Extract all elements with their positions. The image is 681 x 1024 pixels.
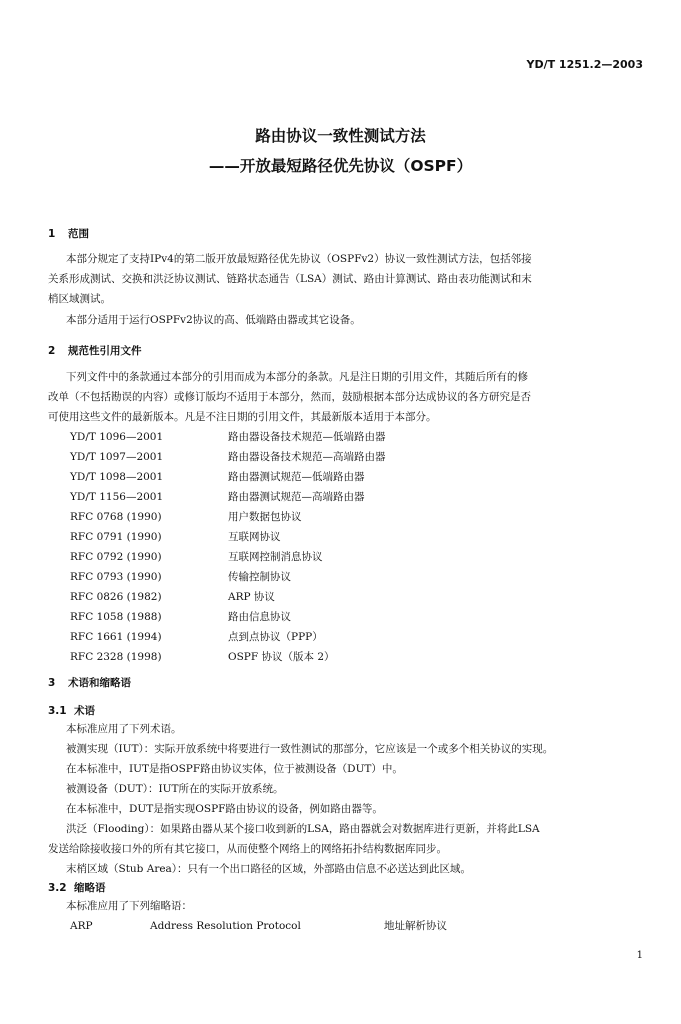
reference-name: 传输控制协议 [228, 571, 291, 583]
reference-name: 路由器设备技术规范—高端路由器 [228, 451, 386, 463]
paragraph: 梢区域测试。 [48, 293, 111, 305]
reference-code: RFC 0792 (1990) [70, 551, 162, 563]
paragraph: 本标准应用了下列缩略语： [66, 900, 192, 912]
paragraph: 本部分规定了支持IPv4的第二版开放最短路径优先协议（OSPFv2）协议一致性测试方法，包括邻接 [66, 253, 532, 265]
abbreviation-full: Address Resolution Protocol [150, 920, 301, 932]
paragraph: 改单（不包括勘误的内容）或修订版均不适用于本部分，然而，鼓励根据本部分达成协议的各方研究是否 [48, 391, 531, 403]
paragraph: 本部分适用于运行OSPFv2协议的高、低端路由器或其它设备。 [66, 314, 361, 326]
section-number: 3.1 [48, 705, 67, 717]
reference-name: 点到点协议（PPP） [228, 631, 323, 643]
reference-code: RFC 0793 (1990) [70, 571, 162, 583]
section-3-heading [48, 675, 131, 690]
section-title: 范围 [68, 228, 89, 240]
paragraph: 关系形成测试、交换和洪泛协议测试、链路状态通告（LSA）测试、路由计算测试、路由表功能测试和末 [48, 273, 532, 285]
reference-name: 用户数据包协议 [228, 511, 302, 523]
paragraph: 在本标准中，DUT是指实现OSPF路由协议的设备，例如路由器等。 [66, 803, 383, 815]
section-3-1-heading [48, 703, 95, 718]
paragraph: 本标准应用了下列术语。 [66, 723, 182, 735]
reference-code: RFC 0791 (1990) [70, 531, 162, 543]
term-definition: 被测设备（DUT）：IUT所在的实际开放系统。 [66, 783, 284, 795]
reference-code: YD/T 1098—2001 [70, 471, 164, 483]
abbreviation-chinese: 地址解析协议 [384, 920, 447, 932]
reference-code: RFC 2328 (1998) [70, 651, 162, 663]
document-subtitle: ——开放最短路径优先协议（OSPF） [208, 157, 473, 175]
paragraph: 在本标准中，IUT是指OSPF路由协议实体，位于被测设备（DUT）中。 [66, 763, 403, 775]
reference-name: OSPF 协议（版本 2） [228, 651, 335, 663]
standard-number: YD/T 1251.2—2003 [526, 58, 643, 71]
section-title: 缩略语 [74, 882, 106, 894]
section-number: 3 [48, 677, 56, 689]
reference-code: YD/T 1097—2001 [70, 451, 164, 463]
page-number: 1 [636, 950, 643, 961]
reference-code: RFC 0768 (1990) [70, 511, 162, 523]
reference-name: 互联网协议 [228, 531, 281, 543]
reference-code: YD/T 1156—2001 [70, 491, 164, 503]
term-definition: 被测实现（IUT）：实际开放系统中将要进行一致性测试的那部分，它应该是一个或多个相关协议的实现。 [66, 743, 554, 755]
section-3-2-heading [48, 880, 106, 895]
section-2-heading [48, 343, 142, 358]
reference-name: 路由器设备技术规范—低端路由器 [228, 431, 386, 443]
document-title: 路由协议一致性测试方法 [255, 127, 426, 145]
section-title: 术语 [74, 705, 95, 717]
section-title: 术语和缩略语 [68, 677, 131, 689]
term-definition: 末梢区域（Stub Area）：只有一个出口路径的区域，外部路由信息不必送达到此区域。 [66, 863, 472, 875]
section-number: 3.2 [48, 882, 67, 894]
reference-name: 路由器测试规范—高端路由器 [228, 491, 365, 503]
paragraph: 发送给除接收接口外的所有其它接口，从而使整个网络上的网络拓扑结构数据库同步。 [48, 843, 447, 855]
section-number: 2 [48, 345, 56, 357]
reference-name: ARP 协议 [228, 591, 275, 603]
reference-code: RFC 1058 (1988) [70, 611, 162, 623]
abbreviation-code: ARP [70, 920, 93, 932]
reference-code: RFC 0826 (1982) [70, 591, 162, 603]
reference-name: 互联网控制消息协议 [228, 551, 323, 563]
reference-name: 路由信息协议 [228, 611, 291, 623]
reference-code: YD/T 1096—2001 [70, 431, 164, 443]
section-1-heading [48, 226, 89, 241]
term-definition: 洪泛（Flooding）：如果路由器从某个接口收到新的LSA，路由器就会对数据库进行更新，并将此LSA [66, 823, 540, 835]
section-title: 规范性引用文件 [68, 345, 142, 357]
section-number: 1 [48, 228, 56, 240]
reference-code: RFC 1661 (1994) [70, 631, 162, 643]
paragraph: 下列文件中的条款通过本部分的引用而成为本部分的条款。凡是注日期的引用文件，其随后所有的修 [66, 371, 528, 383]
paragraph: 可使用这些文件的最新版本。凡是不注日期的引用文件，其最新版本适用于本部分。 [48, 411, 437, 423]
reference-name: 路由器测试规范—低端路由器 [228, 471, 365, 483]
